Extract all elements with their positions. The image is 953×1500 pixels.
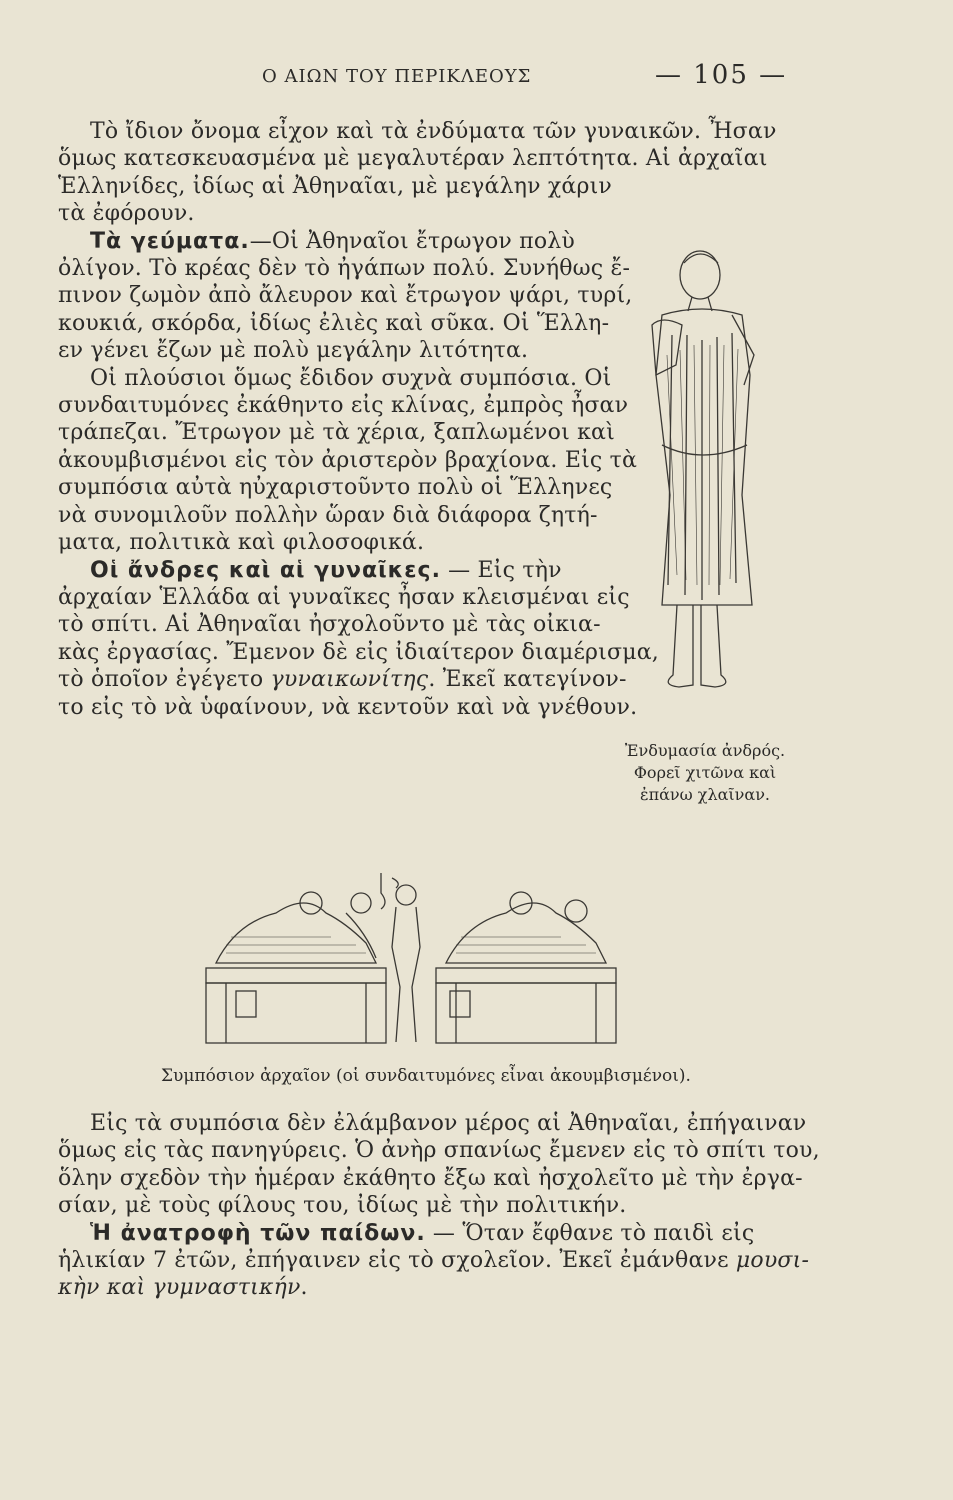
figure-man-clothing	[632, 245, 797, 715]
page-number: — 105 —	[655, 60, 788, 90]
text-line: ἀκουμβισμένοι εἰς τὸν ἀριστερὸν βραχίονα. Εἰς τὰ	[58, 447, 638, 473]
text-fragment: ἡλικίαν 7 ἐτῶν, ἐπήγαινεν εἰς τὸ σχολεῖον. Ἐκεῖ ἐμάνθανε	[58, 1248, 729, 1274]
text-line	[58, 1220, 793, 1247]
figure-symposium	[196, 873, 626, 1063]
section-heading-education: Ἡ ἀνατροφὴ τῶν παίδων.	[90, 1220, 426, 1246]
text-line: πινον ζωμὸν ἀπὸ ἄλευρον καὶ ἔτρωγον ψάρι, τυρί,	[58, 283, 633, 309]
text-line: Οἱ πλούσιοι ὅμως ἔδιδον συχνὰ συμπόσια. Οἱ	[90, 365, 612, 391]
symposium-illustration	[196, 873, 626, 1063]
text-line: Ἑλληνίδες, ἰδίως αἱ Ἀθηναῖαι, μὲ μεγάλην χάριν	[58, 173, 613, 199]
italic-term: κὴν καὶ γυμναστικήν	[58, 1275, 301, 1301]
text-line: ὅμως εἰς τὰς πανηγύρεις. Ὁ ἀνὴρ σπανίως ἔμενεν εἰς τὸ σπίτι του,	[58, 1138, 820, 1164]
man-in-chiton-illustration	[632, 245, 797, 715]
caption-line: Ἐνδυμασία ἀνδρός.	[624, 741, 786, 760]
text-line: τὰ ἐφόρουν.	[58, 201, 195, 227]
figure-right-caption	[610, 740, 800, 806]
text-line: ὀλίγον. Τὸ κρέας δὲν τὸ ἠγάπων πολύ. Συνήθως ἔ-	[58, 256, 631, 282]
running-header	[0, 60, 953, 100]
section-heading-men-women: Οἱ ἄνδρες καὶ αἱ γυναῖκες.	[90, 557, 441, 583]
text-line: εν γένει ἔζων μὲ πολὺ μεγάλην λιτότητα.	[58, 338, 529, 364]
text-fragment: . Ἐκεῖ κατεγίνον-	[428, 667, 627, 693]
text-line: ἀρχαίαν Ἑλλάδα αἱ γυναῖκες ἦσαν κλεισμέναι εἰς	[58, 584, 630, 610]
text-line: ὅμως κατεσκευασμένα μὲ μεγαλυτέραν λεπτότητα. Αἱ ἀρχαῖαι	[58, 146, 768, 172]
text-line: συμπόσια αὐτὰ ηὐχαριστοῦντο πολὺ οἱ Ἕλληνες	[58, 475, 613, 501]
italic-term: μουσι-	[735, 1248, 810, 1274]
text-line: κὰς ἐργασίας. Ἔμενον δὲ εἰς ἰδιαίτερον διαμέρισμα,	[58, 639, 659, 665]
section-heading-meals: Τὰ γεύματα.	[90, 228, 250, 254]
body-text-bottom	[58, 1110, 820, 1302]
text-line	[58, 1274, 793, 1301]
caption-line: Φορεῖ χιτῶνα καὶ	[633, 763, 777, 782]
text-line: ὅλην σχεδὸν τὴν ἡμέραν ἐκάθητο ἔξω καὶ ἠσχολεῖτο μὲ τὴν ἐργα-	[58, 1165, 803, 1191]
text-line: το εἰς τὸ νὰ ὑφαίνουν, νὰ κεντοῦν καὶ νὰ γνέθουν.	[58, 694, 638, 720]
text-line	[58, 1247, 810, 1274]
text-line: Τὸ ἴδιον ὄνομα εἶχον καὶ τὰ ἐνδύματα τῶν γυναικῶν. Ἦσαν	[90, 119, 777, 144]
running-title: Ο ΑΙΩΝ ΤΟΥ ΠΕΡΙΚΛΕΟΥΣ	[262, 66, 532, 87]
text-line: ματα, πολιτικὰ καὶ φιλοσοφικά.	[58, 530, 425, 556]
figure-bottom-caption: Συμπόσιον ἀρχαῖον (οἱ συνδαιτυμόνες εἶναι ἀκουμβισμένοι).	[161, 1066, 691, 1086]
italic-term: γυναικωνίτης	[270, 667, 429, 693]
caption-line: ἐπάνω χλαῖναν.	[639, 785, 771, 804]
text-line: νὰ συνομιλοῦν πολλὴν ὥραν διὰ διάφορα ζητή-	[58, 502, 598, 528]
text-line: κουκιά, σκόρδα, ἰδίως ἐλιὲς καὶ σῦκα. Οἱ Ἕλλη-	[58, 310, 610, 336]
text-fragment: — Εἰς τὴν	[448, 557, 562, 583]
text-line: Εἰς τὰ συμπόσια δὲν ἐλάμβανον μέρος αἱ Ἀθηναῖαι, ἐπήγαιναν	[90, 1111, 807, 1136]
text-fragment: .	[300, 1275, 308, 1301]
text-line: σίαν, μὲ τοὺς φίλους του, ἰδίως μὲ τὴν πολιτικήν.	[58, 1193, 627, 1219]
text-fragment: τὸ ὁποῖον ἐγέγετο	[58, 667, 264, 693]
text-line: συνδαιτυμόνες ἐκάθηντο εἰς κλίνας, ἐμπρὸς ἦσαν	[58, 393, 629, 419]
text-line: τὸ σπίτι. Αἱ Ἀθηναῖαι ἠσχολοῦντο μὲ τὰς οἰκια-	[58, 612, 601, 638]
text-fragment: —Οἱ Ἀθηναῖοι ἔτρωγον πολὺ	[249, 228, 576, 254]
text-fragment: — Ὅταν ἔφθανε τὸ παιδὶ εἰς	[432, 1220, 755, 1246]
text-line: τράπεζαι. Ἔτρωγον μὲ τὰ χέρια, ξαπλωμένοι καὶ	[58, 420, 615, 446]
